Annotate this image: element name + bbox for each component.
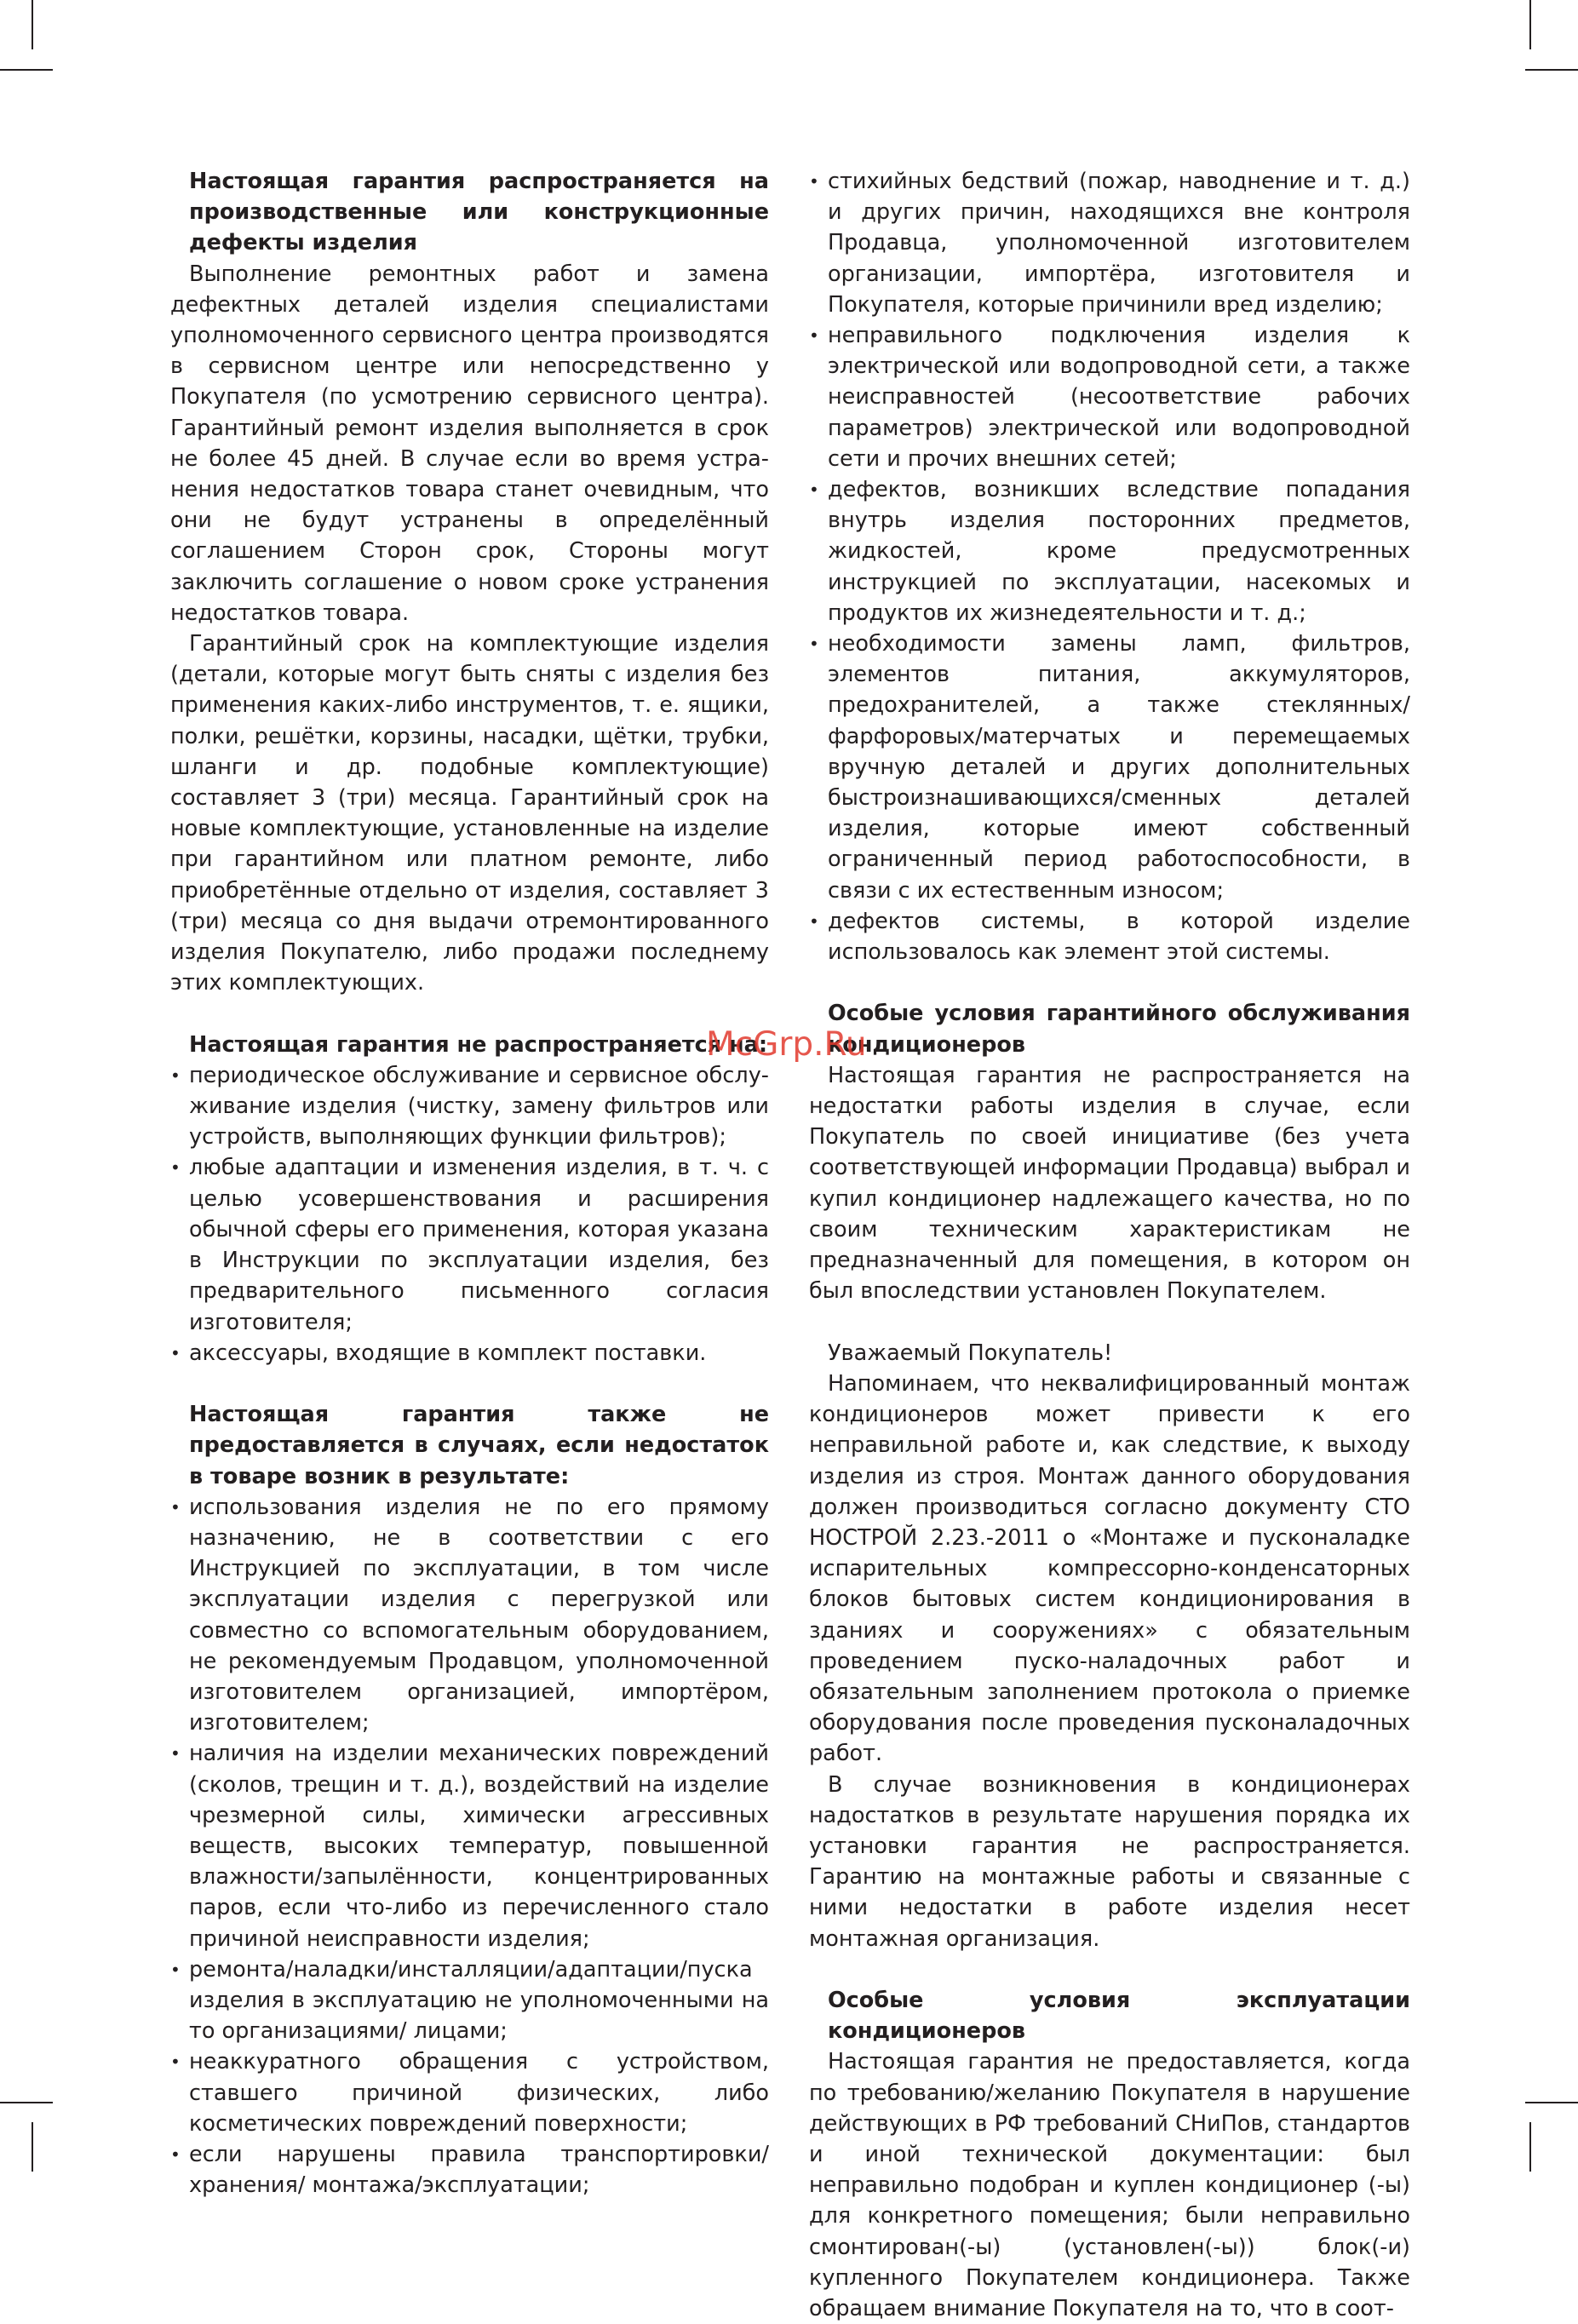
list-item: • если нарушены правила транспортировки/хранения/ монтажа/эксплуатации; <box>170 2139 769 2201</box>
paragraph: Напоминаем, что неквалифицированный монтаж кондиционеров может привести к его неправильной работе и, как следствие, к выходу изделия из строя. Монтаж данного оборудования должен производиться согласно документу СТО НОСТРОЙ 2.23.-2011 о «Монтаже и пусконаладке испарительных компрессорно-конденсаторных блоков бытовых систем кондиционирования в зданиях и сооружениях» с обязательным проведением пуско-наладочных работ и обязательным заполнением протокола о приемке оборудования после проведения пусконаладочных работ. <box>809 1370 1410 1767</box>
heading-warranty-exclusions: Настоящая гарантия не распространяется на: <box>189 1031 768 1058</box>
paragraph: Настоящая гарантия не распространяется на недостатки работы изделия в случае, если Покупатель по своей инициативе (без учета соответствующей информации Продавца) выбрал и купил кондиционер надлежащего качества, но по своим техническим характеристикам не предназначенный для помещения, в котором он был впоследствии установлен Покупателем. <box>809 1062 1410 1305</box>
heading-ac-service-conditions: Особые условия гарантийного обслуживания кондиционеров <box>828 1001 1410 1058</box>
list-item: • использования изделия не по его прямому назначению, не в соответствии с его Инструкцией по эксплуатации, в том числе эксплуатации изделия с перегрузкой или совместно со вспомогательным оборудованием, не рекомендуемым Продавцом, уполномоченной изготовителем организацией, импортёром, изготовителем; <box>170 1492 769 1739</box>
paragraph: Настоящая гарантия не предоставляется, когда по требованию/желанию Покупателя в нарушение действующих в РФ требований СНиПов, стандартов и иной технической документации: был неправильно подобран и куплен кондиционер (-ы) для конкретного помещения; были неправильно смонтирован(-ы) (установлен(-ы)) блок(-и) купленного Покупателем кондиционера. Также обращаем внимание Покупателя на то, что в соот- <box>809 2049 1410 2321</box>
crop-mark <box>1529 2122 1531 2172</box>
salutation: Уважаемый Покупатель! <box>828 1340 1113 1366</box>
list-item: • дефектов, возникших вследствие попадания внутрь изделия посторонних предметов, жидкостей, кроме предусмотренных инструкцией по эксплуатации, насекомых и продуктов их жизнедеятельности и т. д.; <box>809 474 1410 628</box>
list-item: • дефектов системы, в которой изделие использовалось как элемент этой системы. <box>809 906 1410 967</box>
causes-list <box>170 1492 769 2201</box>
list-item: • аксессуары, входящие в комплект поставки. <box>170 1338 769 1369</box>
crop-mark <box>0 2102 53 2103</box>
list-item: • любые адаптации и изменения изделия, в т. ч. с целью усовершенствования и расширения обычной сферы его применения, которая указана в Инструкции по эксплуатации изделия, без предварительного письменного согласия изготовителя; <box>170 1152 769 1337</box>
list-item: • необходимости замены ламп, фильтров, элементов питания, аккумуляторов, предохранителей, а также стеклянных/фарфоровых/матерчатых и перемещаемых вручную деталей и других дополнительных быстроизнашивающихся/сменных деталей изделия, которые имеют собственный ограниченный период работоспособности, в связи с их естественным износом; <box>809 628 1410 906</box>
crop-mark <box>1525 69 1578 71</box>
heading-ac-operation-conditions: Особые условия эксплуатации кондиционеров <box>828 1987 1410 2045</box>
list-item: • ремонта/наладки/инсталляции/адаптации/пуска изделия в эксплуатацию не уполномоченными на то организациями/ лицами; <box>170 1954 769 2047</box>
crop-mark <box>1529 0 1531 49</box>
left-column <box>170 166 769 2201</box>
paragraph: В случае возникновения в кондиционерах надостатков в результате нарушения порядка их установки гарантия не распространяется. Гарантию на монтажные работы и связанные с ними недостатки в работе изделия несет монтажная организация. <box>809 1771 1410 1952</box>
watermark: McGrp.Ru <box>706 1025 867 1064</box>
paragraph: Гарантийный срок на комплектующие изделия (детали, которые могут быть сняты с изделия без применения каких-либо инструментов, т. е. ящики, полки, решётки, корзины, насадки, щётки, трубки, шланги и др. подобные комплектующие) составляет 3 (три) месяца. Гарантийный срок на новые комплектующие, установленные на изделие при гарантийном или платном ремонте, либо приобретённые отдельно от изделия, составляет 3 (три) месяца со дня выдачи отремонтированного изделия Покупателю, либо продажи последнему этих комплектующих. <box>170 631 769 996</box>
list-item: • неправильного подключения изделия к электрической или водопроводной сети, а также неисправностей (несоответствие рабочих параметров) электрической или водопроводной сети и прочих внешних сетей; <box>809 320 1410 474</box>
list-item: • стихийных бедствий (пожар, наводнение и т. д.) и других причин, находящихся вне контроля Продавца, уполномоченной изготовителем организации, импортёра, изготовителя и Покупателя, которые причинили вред изделию; <box>809 166 1410 320</box>
exclusions-list <box>170 1060 769 1369</box>
paragraph: Выполнение ремонтных работ и замена дефектных деталей изделия специалистами уполномоченного сервисного центра производятся в сервисном центре или непосредственно у Покупателя (по усмотрению сервисного центра). Гарантийный ремонт изделия выполняется в срок не более 45 дней. В случае если во время устранения недостатков товара станет очевидным, что они не будут устранены в определённый соглашением Сторон срок, Стороны могут заключить соглашение о новом сроке устранения недостатков товара. <box>170 261 769 626</box>
list-item: • неаккуратного обращения с устройством, ставшего причиной физических, либо косметических повреждений поверхности; <box>170 2046 769 2139</box>
crop-mark <box>1525 2102 1578 2103</box>
heading-warranty-scope: Настоящая гарантия распространяется на производственные или конструкционные дефекты изделия <box>189 169 769 256</box>
right-column <box>809 166 1410 2324</box>
crop-mark <box>32 0 33 49</box>
list-item: • наличия на изделии механических повреждений (сколов, трещин и т. д.), воздействий на изделие чрезмерной силы, химически агрессивных веществ, высоких температур, повышенной влажности/запылённости, концентрированных паров, если что-либо из перечисленного стало причиной неисправности изделия; <box>170 1738 769 1954</box>
list-item: • периодическое обслуживание и сервисное обслуживание изделия (чистку, замену фильтров или устройств, выполняющих функции фильтров); <box>170 1060 769 1153</box>
heading-warranty-not-provided: Настоящая гарантия также не предоставляется в случаях, если недостаток в товаре возник в результате: <box>189 1402 769 1489</box>
crop-mark <box>32 2122 33 2172</box>
causes-list-continued <box>809 166 1410 967</box>
crop-mark <box>0 69 53 71</box>
